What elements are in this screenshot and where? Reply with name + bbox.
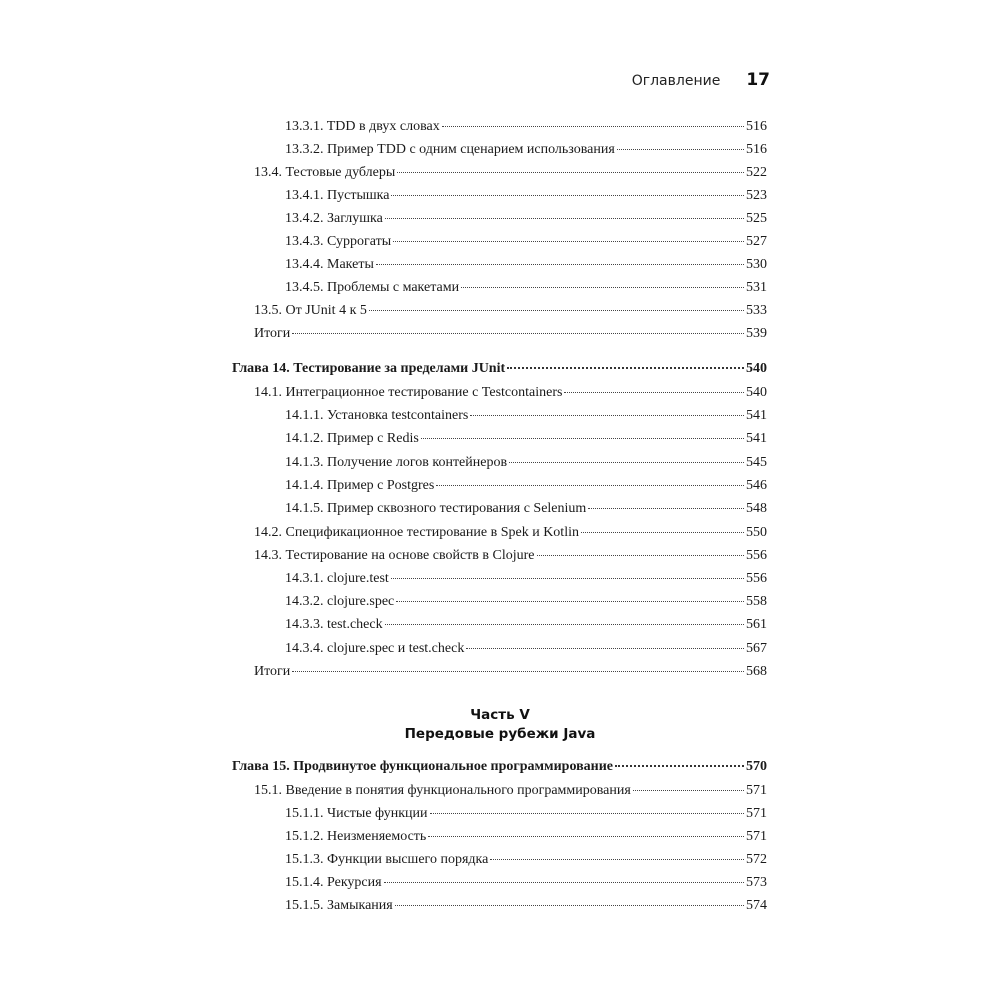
toc-entry [285,874,767,892]
toc-entry-page: 567 [746,641,767,656]
toc-entry-page: 546 [746,478,767,493]
part-label: Часть V [470,707,530,723]
toc-entry-page: 540 [746,385,767,400]
toc-entry-title: 15.1.5. Замыкания [285,898,393,913]
toc-entry-page: 533 [746,303,767,318]
toc-entry-title: Итоги [254,326,291,341]
toc-leader-dots [384,881,744,883]
toc-leader-dots [615,764,744,767]
toc-chapter-entry [232,758,767,776]
toc-entry-title: 14.1. Интеграционное тестирование с Testcontainers [254,385,563,400]
toc-entry-title: 13.5. От JUnit 4 к 5 [254,303,367,318]
toc-entry-page: 556 [746,571,767,586]
toc-entry [254,663,767,681]
toc-entry-page: 523 [746,188,767,203]
toc-entry [285,454,767,472]
toc-leader-dots [490,858,744,860]
toc-leader-dots [466,647,744,649]
toc-entry-page: 561 [746,617,767,632]
toc-leader-dots [385,623,744,625]
toc-entry-page: 545 [746,455,767,470]
toc-entry-page: 541 [746,431,767,446]
toc-entry-title: 14.3.4. clojure.spec и test.check [285,641,465,656]
toc-entry-title: Глава 14. Тестирование за пределами JUnit [232,361,506,376]
page-number: 17 [746,70,770,90]
toc-entry [285,570,767,588]
toc-entry-title: 14.1.4. Пример с Postgres [285,478,435,493]
toc-leader-dots [395,904,744,906]
toc-entry [285,407,767,425]
toc-entry [285,210,767,228]
toc-entry-page: 522 [746,165,767,180]
toc-leader-dots [396,600,744,602]
toc-entry [285,828,767,846]
toc-entry [285,233,767,251]
toc-entry-page: 572 [746,852,767,867]
toc-leader-dots [430,812,744,814]
toc-entry [285,279,767,297]
toc-leader-dots [470,414,744,416]
toc-entry [254,384,767,402]
toc-leader-dots [509,461,744,463]
toc-entry [285,500,767,518]
toc-leader-dots [633,789,744,791]
toc-leader-dots [442,125,744,127]
toc-entry-title: 15.1.1. Чистые функции [285,806,428,821]
toc-entry-page: 571 [746,783,767,798]
toc-entry-title: 14.1.5. Пример сквозного тестирования с Selenium [285,501,587,516]
toc-leader-dots [436,484,744,486]
toc-entry-title: 14.3.1. clojure.test [285,571,389,586]
toc-leader-dots [397,171,744,173]
toc-entry [285,187,767,205]
toc-leader-dots [428,835,744,837]
toc-entry [285,477,767,495]
toc-entry-title: 15.1.4. Рекурсия [285,875,382,890]
toc-entry-page: 556 [746,548,767,563]
toc-entry-page: 570 [746,759,767,774]
toc-leader-dots [461,286,744,288]
running-title: Оглавление [631,73,721,89]
toc-entry-page: 568 [746,664,767,679]
toc-entry-title: 15.1. Введение в понятия функционального программирования [254,783,631,798]
toc-leader-dots [564,391,744,393]
toc-entry [285,118,767,136]
toc-leader-dots [385,217,744,219]
toc-entry [285,256,767,274]
toc-entry-page: 525 [746,211,767,226]
toc-leader-dots [507,366,744,369]
toc-entry-page: 548 [746,501,767,516]
toc-entry-title: 13.4. Тестовые дублеры [254,165,396,180]
toc-entry-title: Итоги [254,664,291,679]
toc-entry [254,782,767,800]
toc-entry [285,141,767,159]
toc-entry-title: 14.3.3. test.check [285,617,383,632]
toc-entry-title: 13.4.4. Макеты [285,257,374,272]
toc-leader-dots [376,263,744,265]
toc-entry-title: 14.3. Тестирование на основе свойств в Clojure [254,548,535,563]
toc-chapter-entry [232,360,767,378]
toc-entry-title: 14.1.3. Получение логов контейнеров [285,455,508,470]
toc-leader-dots [617,148,744,150]
toc-entry [254,164,767,182]
toc-entry [285,616,767,634]
toc-leader-dots [588,507,744,509]
toc-entry-title: 14.1.1. Установка testcontainers [285,408,469,423]
toc-leader-dots [393,240,744,242]
toc-entry-page: 530 [746,257,767,272]
toc-entry-page: 558 [746,594,767,609]
toc-entry [285,430,767,448]
toc-entry-page: 539 [746,326,767,341]
toc-entry-page: 531 [746,280,767,295]
toc-leader-dots [581,531,744,533]
toc-entry-title: 13.4.1. Пустышка [285,188,390,203]
toc-entry-page: 540 [746,361,767,376]
toc-leader-dots [391,194,744,196]
toc-entry-title: 14.3.2. clojure.spec [285,594,395,609]
part-title: Передовые рубежи Java [404,726,596,742]
toc-entry [285,640,767,658]
toc-entry-page: 541 [746,408,767,423]
toc-entry-title: 15.1.2. Неизменяемость [285,829,427,844]
toc-entry-title: 13.4.3. Суррогаты [285,234,392,249]
toc-entry-title: 14.2. Спецификационное тестирование в Spek и Kotlin [254,525,579,540]
toc-entry-title: 13.3.1. TDD в двух словах [285,119,440,134]
toc-entry-title: 13.4.5. Проблемы с макетами [285,280,460,295]
toc-entry-title: Глава 15. Продвинутое функциональное программирование [232,759,614,774]
toc-entry-page: 573 [746,875,767,890]
toc-entry-page: 527 [746,234,767,249]
toc-leader-dots [369,309,744,311]
toc-entry [254,325,767,343]
toc-entry-page: 574 [746,898,767,913]
toc-entry [285,593,767,611]
toc-entry-page: 550 [746,525,767,540]
toc-entry-page: 571 [746,806,767,821]
toc-entry [254,302,767,320]
toc-entry [254,524,767,542]
toc-entry-title: 13.3.2. Пример TDD с одним сценарием использования [285,142,615,157]
toc-entry-page: 516 [746,142,767,157]
toc-entry [254,547,767,565]
toc-entry-title: 15.1.3. Функции высшего порядка [285,852,489,867]
toc-entry [285,851,767,869]
toc-leader-dots [421,437,744,439]
toc-entry-page: 571 [746,829,767,844]
toc-leader-dots [391,577,744,579]
toc-leader-dots [292,670,744,672]
toc-leader-dots [292,332,744,334]
toc-entry-page: 516 [746,119,767,134]
toc-entry [285,805,767,823]
toc-entry-title: 14.1.2. Пример с Redis [285,431,419,446]
toc-entry [285,897,767,915]
toc-leader-dots [537,554,744,556]
toc-entry-title: 13.4.2. Заглушка [285,211,383,226]
